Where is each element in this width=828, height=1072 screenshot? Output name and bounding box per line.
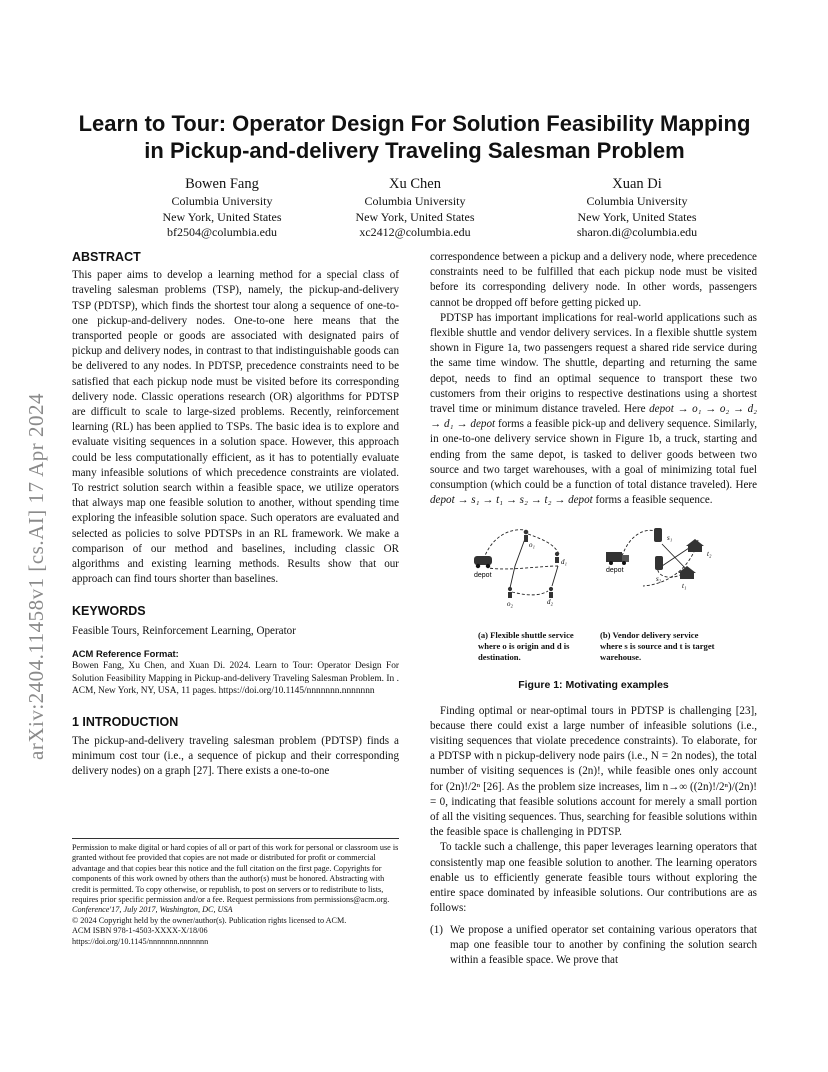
house-icon bbox=[678, 566, 696, 573]
person-icon bbox=[555, 552, 559, 556]
copyright-line: © 2024 Copyright held by the owner/author(s). Publication rights licensed to ACM. bbox=[72, 915, 347, 925]
svg-text:t₁: t₁ bbox=[682, 582, 687, 591]
person-icon bbox=[549, 587, 553, 591]
body-paragraph: To tackle such a challenge, this paper leverages learning operators that consistently map one feasible solution to another. The learning operators enable us to efficiently generate feasible tours without exploring the entire space dominated by infeasible solutions. Our contributions are as follows: bbox=[430, 841, 757, 915]
subfigure-caption-a: (a) Flexible shuttle service where o is origin and d is destination. bbox=[478, 630, 574, 663]
author-location: New York, United States bbox=[162, 209, 282, 224]
body-paragraph: Finding optimal or near-optimal tours in PDTSP is challenging [23], because there could exist a large number of infeasible solutions (i.e., visiting sequences that violate precedence constraints). To elaborate, for a PDTSP with n pickup-delivery node pairs (i.e., N = 2n nodes), the total number of visiting sequences is (2n)!, while feasible ones only account for (2n)!/2ⁿ [26]. As the problem size increases, lim n→∞ ((2n)!/2ⁿ)/(2n)! = 0, indicating that feasible solutions account for merely a small portion of all the visiting sequences. Thus, searching for feasible solutions within the feasible space is challenging in PDTSP. bbox=[430, 704, 757, 839]
arxiv-identifier: arXiv:2404.11458v1 [cs.AI] 17 Apr 2024 bbox=[24, 392, 48, 760]
list-text: We propose a unified operator set containing various operators that map one feasible tour to another by confining the solution search within a feasible space. We prove that bbox=[450, 923, 757, 966]
person-icon bbox=[524, 530, 529, 535]
introduction-heading: 1 INTRODUCTION bbox=[72, 714, 179, 729]
svg-text:d₂: d₂ bbox=[547, 598, 553, 607]
svg-text:d₁: d₁ bbox=[561, 558, 567, 567]
svg-text:depot: depot bbox=[606, 567, 624, 575]
conference-info: Conference'17, July 2017, Washington, DC, USA bbox=[72, 905, 233, 915]
doi-line: https://doi.org/10.1145/nnnnnnn.nnnnnnn bbox=[72, 936, 209, 946]
list-item bbox=[430, 923, 757, 969]
svg-text:s₂: s₂ bbox=[656, 575, 662, 584]
right-column bbox=[430, 250, 757, 968]
subfigure-caption-b: (b) Vendor delivery service where s is source and t is target warehouse. bbox=[600, 630, 715, 663]
isbn-line: ACM ISBN 978-1-4503-XXXX-X/18/06 bbox=[72, 926, 208, 936]
house-icon bbox=[686, 539, 704, 546]
svg-text:s₁: s₁ bbox=[667, 534, 673, 543]
keywords-heading: KEYWORDS bbox=[72, 604, 146, 619]
author-email: xc2412@columbia.edu bbox=[359, 225, 471, 239]
sequence-formula: depot → o₁ → o₂ → d₂ → d₁ → depot bbox=[430, 403, 758, 431]
svg-text:depot: depot bbox=[474, 572, 492, 580]
figure-caption: Figure 1: Motivating examples bbox=[518, 679, 669, 692]
paper-title: Learn to Tour: Operator Design For Solution Feasibility Mapping in Pickup-and-delivery Traveling Salesman Problem bbox=[78, 111, 751, 163]
list-number: (1) bbox=[430, 923, 443, 936]
author-block-3 bbox=[522, 175, 752, 241]
svg-text:o₁: o₁ bbox=[529, 541, 535, 550]
delivery-diagram bbox=[606, 528, 712, 590]
svg-text:o₂: o₂ bbox=[507, 600, 513, 609]
introduction-paragraph: The pickup-and-delivery traveling salesman problem (PDTSP) finds a minimum cost tour (i.e., a sequence of pickup and their corresponding delivery nodes) on a graph [27]. There exists a one-to-one bbox=[72, 734, 399, 778]
body-paragraph: correspondence between a pickup and a delivery node, where precedence constraints need to be fulfilled that each pickup node must be visited before its corresponding delivery node. In other words, passengers cannot be dropped off before getting picked up. bbox=[430, 251, 757, 309]
author-affiliation: Columbia University bbox=[171, 194, 273, 208]
warehouse-icon bbox=[654, 528, 662, 542]
body-paragraph: PDTSP has important implications for real-world applications such as flexible shuttle and vendor delivery services. In a flexible shuttle system shown in Figure 1a, two passengers request a shared ride service during the same time window. The shuttle, departing and returning the same depot, needs to find an optimal sequence to transport these two customers from their origins to respective destinations using a shortest travel time or minimum distance traveled. Here depot → o₁ → o₂ → d₂ → d₁ → depot forms a feasible pick-up and delivery sequence. Similarly, in one-to-one delivery service shown in Figure 1b, a truck, starting and ending from the same depot, is tasked to deliver goods between two source and two target warehouses, with a goal of minimizing total fuel consumption (which could be a function of total distance traveled). Here depot → s₁ → t₁ → s₂ → t₂ → depot forms a feasible sequence. bbox=[430, 311, 758, 507]
author-location: New York, United States bbox=[355, 209, 475, 224]
abstract-heading: ABSTRACT bbox=[72, 250, 141, 264]
left-column bbox=[72, 250, 399, 779]
warehouse-icon bbox=[655, 556, 663, 570]
shuttle-diagram bbox=[474, 530, 567, 608]
abstract-text: This paper aims to develop a learning method for a special class of traveling salesman problems (TSP), namely, the pickup-and-delivery TSP (PDTSP), which finds the shortest tour along a sequence of one-to-one pickup-and-delivery nodes. One-to-one here means that the transported people or goods are associated with designated pairs of pickup and delivery nodes, in contrast to that indistinguishable goods can be delivered to any nodes. In PDTSP, precedence constraints need to be satisfied that each pickup node must be visited before its corresponding delivery node. Classic operations research (OR) algorithms for PDTSP are difficult to scale to large-sized problems. Recently, reinforcement learning (RL) has been applied to TSPs. The basic idea is to explore and evaluate visiting sequences in a solution space. However, this approach could be less computationally efficient, as it has to potentially evaluate many infeasible solutions of which precedence constraints are violated. To restrict solution search within a feasible space, we utilize operators that always map one feasible solution to another, without spending time exploring the infeasible solution space. Such operators are evaluated and selected as policies to solve PDTSPs in an RL framework. We make a comparison of our method and baselines, including classic OR algorithms and existing learning methods. Results show that our approach can find tours shorter than baselines. bbox=[72, 269, 399, 586]
sequence-formula: depot → s₁ → t₁ → s₂ → t₂ → depot bbox=[430, 494, 593, 507]
author-name: Xuan Di bbox=[612, 176, 662, 192]
figure-1 bbox=[430, 526, 757, 663]
footnote-permissions bbox=[72, 838, 399, 947]
author-affiliation: Columbia University bbox=[586, 194, 688, 208]
author-name: Xu Chen bbox=[389, 176, 441, 192]
car-icon bbox=[474, 556, 492, 565]
person-icon bbox=[508, 587, 512, 591]
author-email: bf2504@columbia.edu bbox=[166, 225, 278, 239]
author-location: New York, United States bbox=[577, 209, 697, 224]
author-affiliation: Columbia University bbox=[364, 194, 466, 208]
keywords-text: Feasible Tours, Reinforcement Learning, Operator bbox=[72, 624, 296, 637]
svg-text:t₂: t₂ bbox=[707, 550, 712, 559]
permission-notice: Permission to make digital or hard copies of all or part of this work for personal or classroom use is granted without fee provided that copies are not made or distributed for profit or commercial advantage and that copies bear this notice and the full citation on the first page. Copyrights for components of this work owned by others than the author(s) must be honored. Abstracting with credit is permitted. To copy otherwise, or republish, to post on servers or to redistribute to lists, requires prior specific permission and/or a fee. Request permissions from permissions@acm.org. bbox=[72, 843, 399, 905]
truck-icon bbox=[606, 552, 622, 562]
reference-format-text: Bowen Fang, Xu Chen, and Xuan Di. 2024. Learn to Tour: Operator Design For Solution Feasibility Mapping in Pickup-and-delivery Traveling Salesman Problem. In . ACM, New York, NY, USA, 11 pages. https://doi.org/10.1145/nnnnnnn.nnnnnnn bbox=[72, 661, 399, 697]
author-email: sharon.di@columbia.edu bbox=[576, 225, 698, 239]
author-block-2 bbox=[300, 175, 530, 241]
reference-format-heading: ACM Reference Format: bbox=[72, 647, 179, 659]
figure-illustration bbox=[430, 526, 757, 626]
author-name: Bowen Fang bbox=[185, 176, 259, 192]
